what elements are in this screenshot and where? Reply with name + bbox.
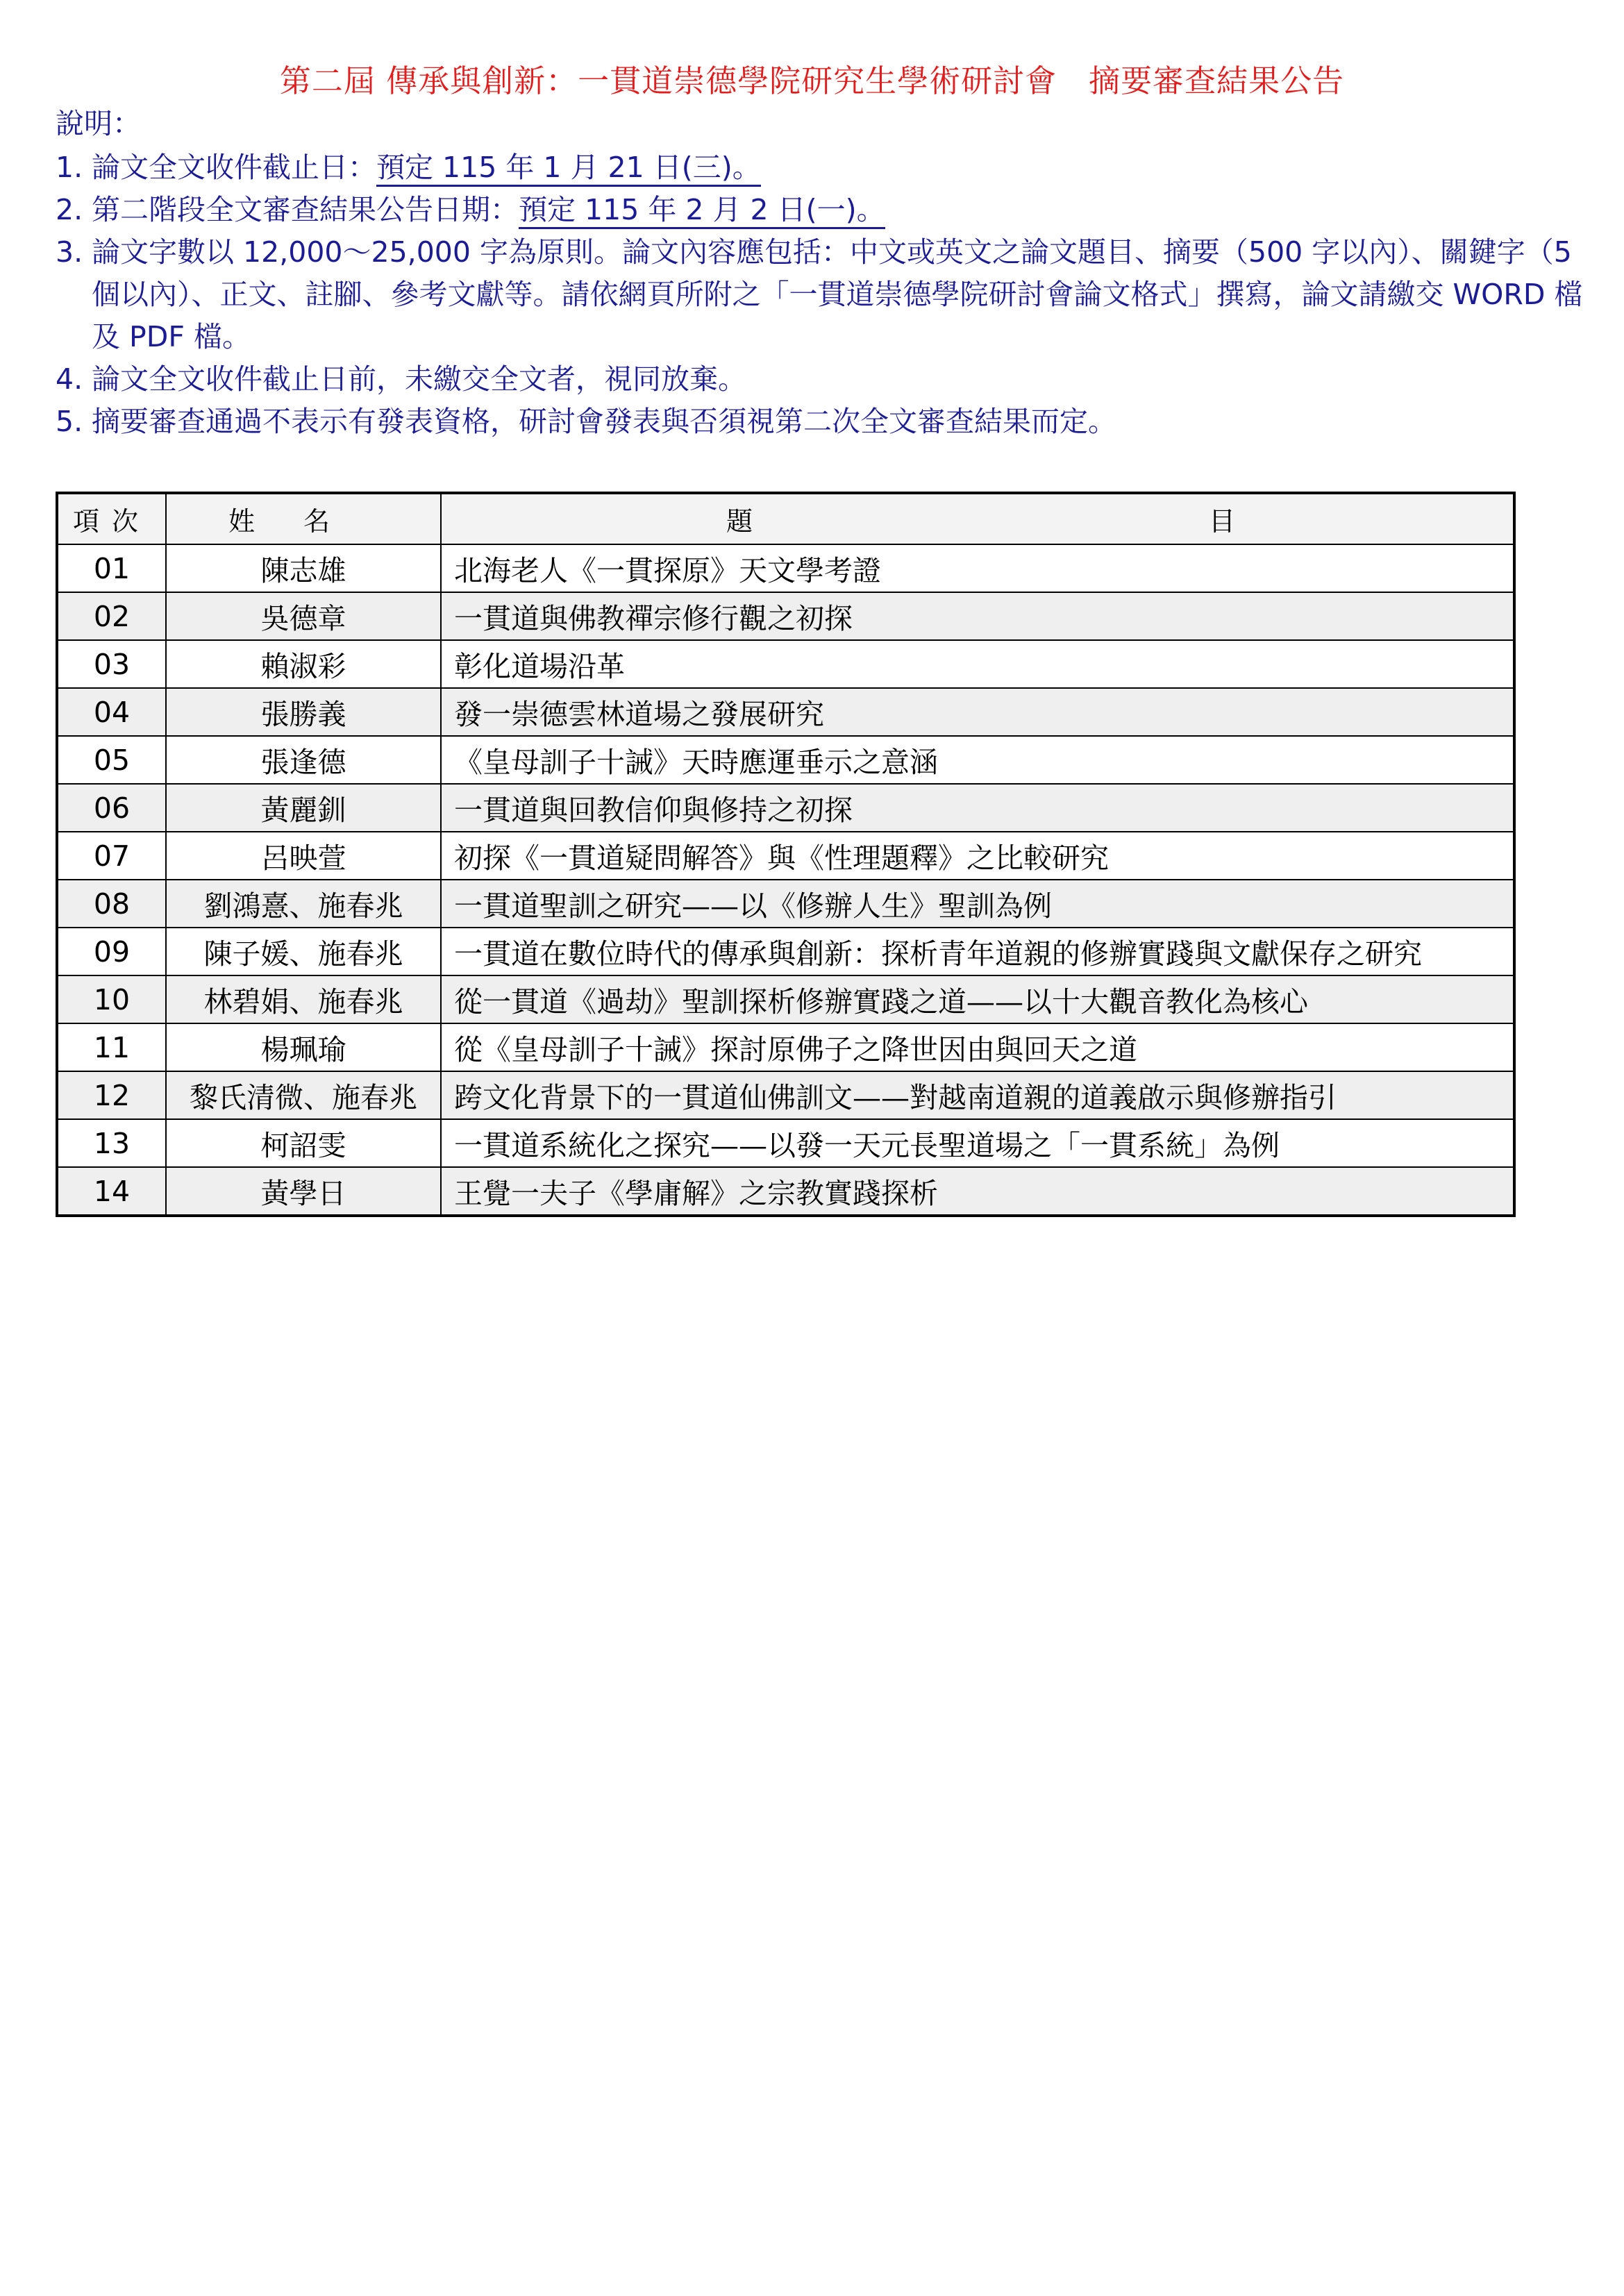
note-text: 摘要審查通過不表示有發表資格，研討會發表與否須視第二次全文審查結果而定。 [92, 405, 1116, 438]
row-number: 10 [57, 975, 166, 1023]
note-number: 1. [56, 151, 83, 184]
table-row [57, 1167, 1514, 1216]
author-name: 張逢德 [166, 736, 441, 784]
author-name: 陳志雄 [166, 544, 441, 592]
paper-title: 彰化道場沿革 [441, 640, 1514, 688]
paper-title: 一貫道與佛教禪宗修行觀之初探 [441, 592, 1514, 640]
header-title [441, 493, 1514, 544]
row-number: 04 [57, 688, 166, 736]
table-row [57, 1071, 1514, 1119]
paper-title: 初探《一貫道疑問解答》與《性理題釋》之比較研究 [441, 832, 1514, 880]
paper-title: 發一崇德雲林道場之發展研究 [441, 688, 1514, 736]
author-name: 林碧娟、施春兆 [166, 975, 441, 1023]
note-number: 3. [56, 235, 83, 269]
notes-section [56, 103, 1583, 443]
table-row [57, 784, 1514, 832]
table-header-row [57, 493, 1514, 544]
table-body [57, 544, 1514, 1216]
deadline-date: 預定 115 年 1 月 21 日(三)。 [376, 151, 761, 187]
author-name: 張勝義 [166, 688, 441, 736]
paper-title: 一貫道聖訓之研究——以《修辦人生》聖訓為例 [441, 880, 1514, 928]
row-number: 12 [57, 1071, 166, 1119]
row-number: 08 [57, 880, 166, 928]
row-number: 11 [57, 1023, 166, 1071]
row-number: 13 [57, 1119, 166, 1167]
header-title-left: 題 [726, 506, 753, 537]
notes-heading: 說明： [56, 107, 141, 140]
author-name: 吳德章 [166, 592, 441, 640]
table-row [57, 736, 1514, 784]
table-row [57, 1023, 1514, 1071]
row-number: 06 [57, 784, 166, 832]
note-item-3 [56, 231, 1583, 358]
author-name: 黃麗釧 [166, 784, 441, 832]
paper-title: 一貫道系統化之探究——以發一天元長聖道場之「一貫系統」為例 [441, 1119, 1514, 1167]
note-item-5 [56, 401, 1583, 443]
row-number: 07 [57, 832, 166, 880]
note-item-1 [56, 146, 1583, 189]
table-row [57, 688, 1514, 736]
paper-title: 從一貫道《過劫》聖訓探析修辦實踐之道——以十大觀音教化為核心 [441, 975, 1514, 1023]
note-text: 論文全文收件截止日前，未繳交全文者，視同放棄。 [92, 362, 746, 396]
row-number: 03 [57, 640, 166, 688]
note-text: 論文全文收件截止日： [92, 151, 376, 184]
paper-title: 一貫道在數位時代的傳承與創新：探析青年道親的修辦實踐與文獻保存之研究 [441, 928, 1514, 975]
table-row [57, 1119, 1514, 1167]
author-name: 劉鴻憙、施春兆 [166, 880, 441, 928]
row-number: 09 [57, 928, 166, 975]
note-number: 2. [56, 193, 83, 226]
results-table [56, 492, 1516, 1217]
paper-title: 王覺一夫子《學庸解》之宗教實踐探析 [441, 1167, 1514, 1216]
author-name: 柯詔雯 [166, 1119, 441, 1167]
table-row [57, 880, 1514, 928]
table-row [57, 832, 1514, 880]
author-name: 黃學日 [166, 1167, 441, 1216]
header-no: 項次 [57, 493, 166, 544]
note-text: 第二階段全文審查結果公告日期： [92, 193, 519, 226]
author-name: 黎氏清微、施春兆 [166, 1071, 441, 1119]
paper-title: 北海老人《一貫探原》天文學考證 [441, 544, 1514, 592]
table-row [57, 592, 1514, 640]
announcement-date: 預定 115 年 2 月 2 日(一)。 [519, 193, 885, 229]
row-number: 14 [57, 1167, 166, 1216]
table-row [57, 928, 1514, 975]
note-item-2 [56, 189, 1583, 231]
row-number: 01 [57, 544, 166, 592]
row-number: 02 [57, 592, 166, 640]
page-title: 第二屆 傳承與創新：一貫道崇德學院研究生學術研討會 摘要審查結果公告 [279, 62, 1345, 99]
header-name: 姓名 [166, 493, 441, 544]
table-row [57, 640, 1514, 688]
paper-title: 從《皇母訓子十誡》探討原佛子之降世因由與回天之道 [441, 1023, 1514, 1071]
paper-title: 《皇母訓子十誡》天時應運垂示之意涵 [441, 736, 1514, 784]
header-title-right: 目 [1208, 506, 1235, 537]
row-number: 05 [57, 736, 166, 784]
table-row [57, 975, 1514, 1023]
author-name: 呂映萱 [166, 832, 441, 880]
paper-title: 跨文化背景下的一貫道仙佛訓文——對越南道親的道義啟示與修辦指引 [441, 1071, 1514, 1119]
paper-title: 一貫道與回教信仰與修持之初探 [441, 784, 1514, 832]
note-number: 5. [56, 405, 83, 438]
note-number: 4. [56, 362, 83, 396]
note-item-4 [56, 358, 1583, 401]
author-name: 陳子媛、施春兆 [166, 928, 441, 975]
author-name: 賴淑彩 [166, 640, 441, 688]
author-name: 楊珮瑜 [166, 1023, 441, 1071]
table-row [57, 544, 1514, 592]
note-text: 論文字數以 12,000～25,000 字為原則。論文內容應包括：中文或英文之論文題目、摘要（500 字以內）、關鍵字（5 個以內）、正文、註腳、參考文獻等。請依網頁所附之「一貫道崇德學院研討會論文格式」撰寫，論文請繳交 WORD 檔及 PDF 檔。 [92, 235, 1583, 353]
